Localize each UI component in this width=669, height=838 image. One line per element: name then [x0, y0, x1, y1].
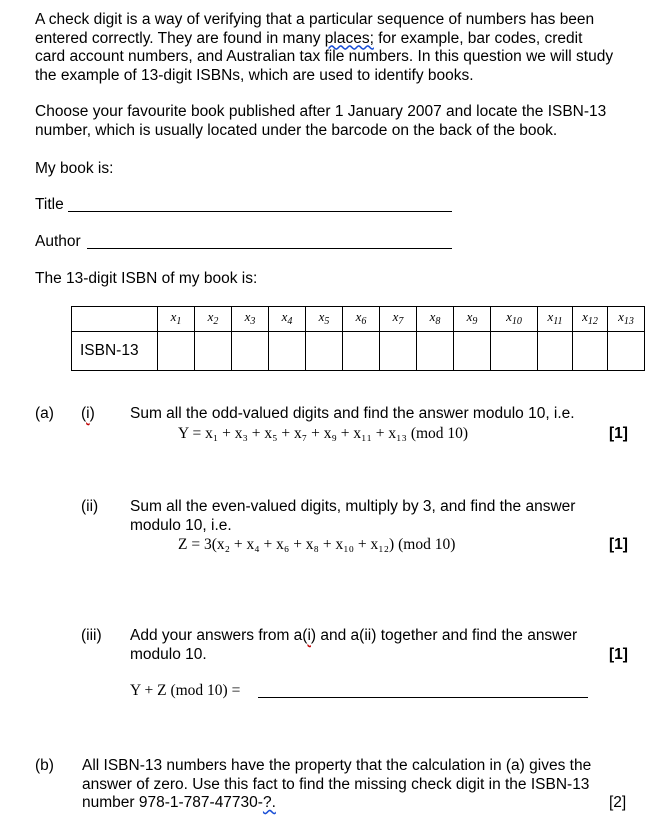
yz-answer-line[interactable] — [258, 697, 588, 698]
formula-z-text: Z = 3(x₂ + x₄ + x₆ + x₈ + x₁₀ + x₁₂) (mod 10) — [178, 536, 456, 553]
check-digit-placeholder: ?. — [262, 794, 276, 811]
choose-line-1: Choose your favourite book published after 1 January 2007 and locate the ISBN-13 — [35, 103, 607, 120]
isbn-col-header: $x_4$ — [269, 307, 306, 332]
isbn-digit-cell[interactable] — [608, 332, 645, 371]
intro-paragraph — [35, 11, 613, 85]
part-a-ii-line-1: Sum all the even-valued digits, multiply by 3, and find the answer — [130, 498, 576, 515]
isbn-col-header: $x_{10}$ — [491, 307, 538, 332]
part-b-text — [82, 757, 591, 813]
isbn-col-header: $x_3$ — [232, 307, 269, 332]
part-a-i-label: (i) — [81, 405, 95, 422]
choose-paragraph — [35, 103, 606, 140]
part-a-ii-label: (ii) — [81, 498, 99, 515]
part-a-iii-label: (iii) — [81, 627, 102, 644]
part-a-i-text: Sum all the odd-valued digits and find the answer modulo 10, i.e. — [130, 405, 575, 422]
isbn-header-row — [72, 307, 645, 332]
isbn-col-header: $x_{11}$ — [538, 307, 573, 332]
my-book-label: My book is: — [35, 160, 114, 177]
isbn-digit-cell[interactable] — [158, 332, 195, 371]
isbn-digit-cell[interactable] — [269, 332, 306, 371]
isbn-digit-cell[interactable] — [232, 332, 269, 371]
isbn-col-header: $x_{13}$ — [608, 307, 645, 332]
isbn-digit-cell[interactable] — [491, 332, 538, 371]
isbn-digit-cell[interactable] — [454, 332, 491, 371]
isbn-col-header: $x_9$ — [454, 307, 491, 332]
part-a-ii-marks: [1] — [609, 536, 628, 553]
author-answer-line[interactable] — [87, 248, 452, 249]
intro-line-3: card account numbers, and Australian tax file numbers. In this question we will study — [35, 48, 614, 65]
part-a-iii-text — [130, 627, 577, 664]
isbn-table — [71, 306, 645, 371]
isbn-col-header: $x_7$ — [380, 307, 417, 332]
intro-line-4: the example of 13-digit ISBNs, which are used to identify books. — [35, 66, 474, 84]
formula-yz: Y + Z (mod 10) = — [130, 682, 241, 699]
isbn-value-row — [72, 332, 645, 371]
isbn-col-header: $x_{12}$ — [573, 307, 608, 332]
intro-line-1: A check digit is a way of verifying that a particular sequence of numbers has been — [35, 11, 595, 28]
isbn-col-header: $x_6$ — [343, 307, 380, 332]
part-b-line-2: answer of zero. Use this fact to find the missing check digit in the ISBN-13 — [82, 775, 590, 793]
formula-y-text: Y = x₁ + x₃ + x₅ + x₇ + x₉ + x₁₁ + x₁₃ (mod 10) — [178, 425, 469, 442]
choose-line-2: number, which is usually located under the barcode on the back of the book. — [35, 121, 558, 139]
isbn-corner-cell — [72, 307, 158, 332]
part-a-ii-text — [130, 498, 575, 535]
part-a-label: (a) — [35, 405, 54, 422]
isbn-col-header: $x_5$ — [306, 307, 343, 332]
isbn-digit-cell[interactable] — [195, 332, 232, 371]
intro-line-2 — [35, 30, 613, 49]
part-a-iii-line-2: modulo 10. — [130, 645, 207, 663]
places-word: places; — [324, 29, 374, 47]
isbn-col-header: $x_8$ — [417, 307, 454, 332]
part-a-iii-marks: [1] — [609, 646, 628, 663]
author-label: Author — [35, 233, 81, 250]
part-b-label: (b) — [35, 757, 54, 774]
title-answer-line[interactable] — [68, 211, 452, 212]
isbn-digit-cell[interactable] — [306, 332, 343, 371]
part-a-i-marks: [1] — [609, 425, 628, 442]
intro-line-2-c: for example, bar codes, credit — [373, 29, 583, 47]
isbn-heading: The 13-digit ISBN of my book is: — [35, 270, 258, 287]
intro-line-2-a: entered correctly. They are found in many — [35, 29, 325, 47]
part-b-marks: [2] — [609, 794, 627, 811]
part-b-line-1: All ISBN-13 numbers have the property that the calculation in (a) gives the — [82, 757, 592, 774]
isbn-col-header: $x_1$ — [158, 307, 195, 332]
isbn-digit-cell[interactable] — [343, 332, 380, 371]
title-label: Title — [35, 196, 64, 213]
formula-y — [178, 425, 468, 443]
part-b-line-3: number 978-1-787-47730-?. — [82, 794, 276, 811]
isbn-digit-cell[interactable] — [573, 332, 608, 371]
isbn-row-label: ISBN-13 — [72, 332, 158, 371]
part-a-iii-line-1: Add your answers from a(i) and a(ii) together and find the answer — [130, 627, 578, 644]
formula-z — [178, 536, 455, 554]
isbn-digit-cell[interactable] — [417, 332, 454, 371]
part-a-ii-line-2: modulo 10, i.e. — [130, 516, 232, 534]
isbn-digit-cell[interactable] — [380, 332, 417, 371]
isbn-digit-cell[interactable] — [538, 332, 573, 371]
isbn-col-header: $x_2$ — [195, 307, 232, 332]
